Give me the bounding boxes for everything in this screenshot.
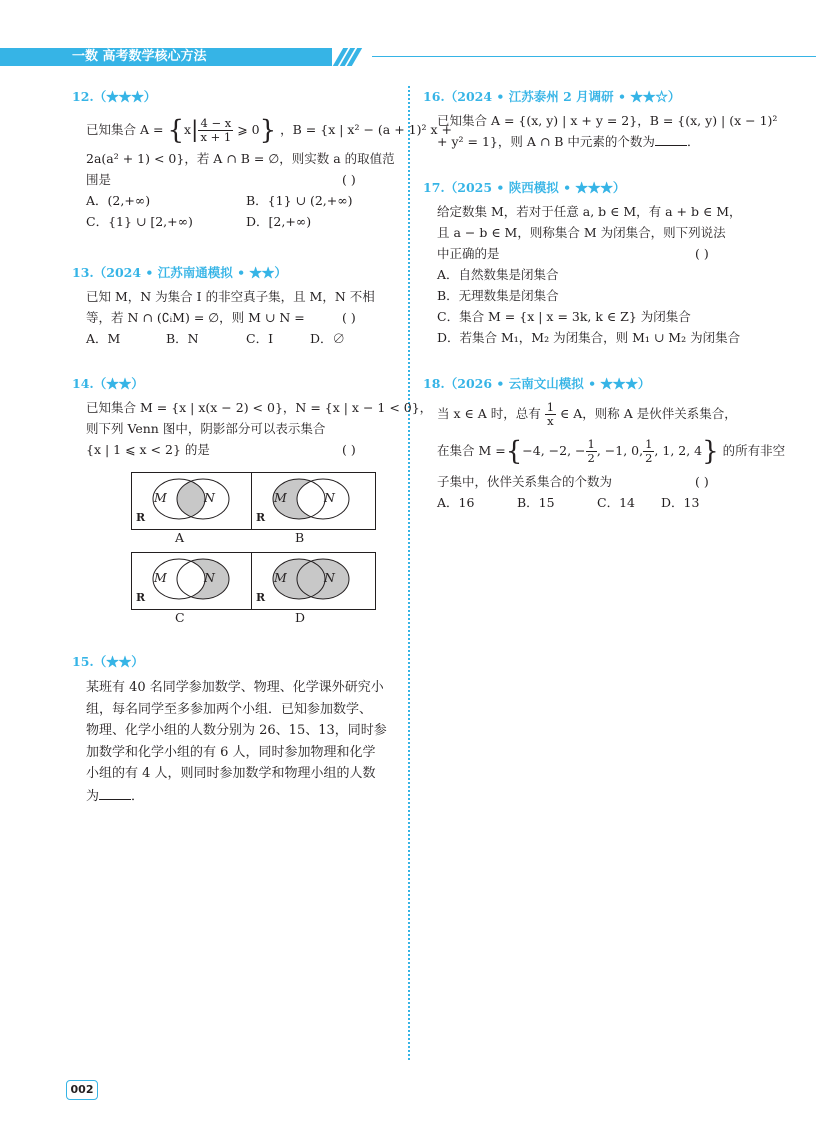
q16-text: 已知集合 A = {(x, y) | x + y = 2}，B = {(x, y) | (x − 1)² [437, 113, 778, 128]
option-d: D．13 [661, 495, 700, 510]
q14-text: 已知集合 M = {x | x(x − 2) < 0}，N = {x | x − 1 < 0}， [86, 400, 433, 415]
set-m-label: M [274, 490, 287, 505]
answer-paren: ( ) [342, 172, 356, 187]
set-n-label: N [324, 490, 335, 505]
question-18: 18.（2026 • 云南文山模拟 • ★★★） 当 x ∈ A 时，总有 $\frac{1}{x}$ ∈ A，则称 A 是伙伴关系集合， 在集合 M ={−4, −2, − $\frac{1}{2}$ , −1, 0, $\frac{1}{2}$ , 1, 2, 4} 的所有非空 子集中，伙伴关系集合的个数为 ( ) A．16 B．15 C．14 D．13 [423, 373, 768, 513]
set-m-label: M [154, 570, 167, 585]
option-d: D．若集合 M₁，M₂ 为闭集合，则 M₁ ∪ M₂ 为闭集合 [437, 330, 741, 345]
q18-fraction: $\frac{1}{x}$ [546, 400, 555, 428]
option-c: C．I [246, 331, 274, 346]
answer-blank [655, 131, 687, 146]
venn-diagram-d [251, 552, 376, 610]
q18-text: , 1, 2, 4 [654, 443, 703, 458]
q18-fraction: $\frac{1}{2}$ [587, 437, 595, 465]
q18-text: 在集合 M = [437, 443, 506, 458]
q12-text: 2a(a² + 1) < 0}，若 A ∩ B = ∅，则实数 a 的取值范 [86, 151, 395, 166]
q18-text: −4, −2, − [522, 443, 586, 458]
question-15 [72, 651, 402, 807]
question-13 [72, 262, 392, 349]
option-a: A．M [86, 331, 121, 346]
venn-diagram-c [131, 552, 256, 610]
q18-text: ∈ A，则称 A 是伙伴关系集合， [560, 406, 737, 421]
set-n-label: N [204, 490, 215, 505]
answer-paren: ( ) [695, 246, 709, 261]
universal-set-label: R [136, 511, 146, 524]
venn-diagram-a [131, 472, 256, 530]
q12-text: x [183, 122, 192, 137]
q13-text: 已知 M，N 为集合 I 的非空真子集，且 M，N 不相 [86, 289, 375, 304]
option-a: A．(2,+∞) [86, 193, 151, 208]
universal-set-label: R [256, 511, 266, 524]
question-number: 13.（2024 • 江苏南通模拟 • ★★） [72, 265, 287, 280]
set-n-label: N [324, 570, 335, 585]
set-n-label: N [204, 570, 215, 585]
q12-text: ⩾ 0 [237, 122, 260, 137]
option-b: B．{1} ∪ (2,+∞) [246, 193, 353, 208]
option-c: C．{1} ∪ [2,+∞) [86, 214, 193, 229]
venn-option-label: A [175, 530, 185, 545]
header-title: 一数 高考数学核心方法 [72, 49, 207, 64]
question-number: 15.（★★） [72, 654, 144, 669]
q12-text: 已知集合 A = [86, 122, 164, 137]
question-number: 16.（2024 • 江苏泰州 2 月调研 • ★★☆） [423, 89, 681, 104]
q15-text: 某班有 40 名同学参加数学、物理、化学课外研究小 [86, 680, 384, 695]
answer-paren: ( ) [695, 474, 709, 489]
answer-paren: ( ) [342, 442, 356, 457]
option-b: B．15 [517, 495, 555, 510]
q12-fraction: $\frac{4 - x}{x + 1}$ [200, 116, 232, 144]
universal-set-label: R [256, 591, 266, 604]
header-line [372, 56, 816, 57]
q12-text: 围是 [86, 172, 112, 187]
q15-text: 为 [86, 788, 100, 804]
question-12: 12.（★★★） 已知集合 A = {x| $\frac{4 - x}{x + 1}$ ⩾ 0} ，B = {x | x² − (a + 1)² x + 2a(a² + 1) < 0}，若 A ∩ B = ∅，则实数 a 的取值范 围是 ( ) A．(2,+∞) B．{1} ∪ (2,+∞) C．{1} ∪ [2,+∞) D．[2,+∞) [72, 86, 392, 232]
option-c: C．集合 M = {x | x = 3k, k ∈ Z} 为闭集合 [437, 309, 691, 324]
q18-text: 子集中，伙伴关系集合的个数为 [437, 474, 613, 489]
universal-set-label: R [136, 591, 146, 604]
page-header [0, 44, 816, 70]
page-number: 002 [66, 1080, 98, 1100]
question-number: 12.（★★★） [72, 89, 157, 104]
q17-text: 中正确的是 [437, 246, 500, 261]
venn-option-label: B [295, 530, 305, 545]
q15-text: 小组的有 4 人，则同时参加数学和物理小组的人数 [86, 766, 376, 781]
set-m-label: M [154, 490, 167, 505]
q12-text: ，B = {x | x² − (a + 1)² x + [280, 122, 452, 137]
q15-text: 加数学和化学小组的有 6 人，同时参加物理和化学 [86, 744, 376, 760]
answer-blank [99, 785, 131, 800]
option-d: D．∅ [310, 331, 346, 346]
set-m-label: M [274, 570, 287, 585]
option-c: C．14 [597, 495, 635, 510]
question-14 [72, 373, 433, 460]
option-b: B．N [166, 331, 199, 346]
venn-option-label: D [295, 610, 306, 625]
answer-paren: ( ) [342, 310, 356, 325]
q18-text: , −1, 0, [596, 443, 644, 458]
question-16 [423, 86, 778, 152]
question-17 [423, 177, 763, 348]
q16-text: + y² = 1}，则 A ∩ B 中元素的个数为 [437, 134, 655, 149]
q18-text: 当 x ∈ A 时，总有 [437, 406, 541, 421]
venn-option-label: C [175, 610, 185, 625]
question-number: 17.（2025 • 陕西模拟 • ★★★） [423, 180, 626, 195]
option-d: D．[2,+∞) [246, 214, 312, 229]
q15-text: 物理、化学小组的人数分别为 26、15、13，同时参 [86, 723, 387, 738]
q17-text: 给定数集 M，若对于任意 a, b ∈ M，有 a + b ∈ M， [437, 204, 742, 219]
q15-text: ． [131, 788, 145, 804]
q18-text: 的所有非空 [722, 443, 786, 458]
q17-text: 且 a − b ∈ M，则称集合 M 为闭集合，则下列说法 [437, 225, 726, 240]
question-number: 18.（2026 • 云南文山模拟 • ★★★） [423, 376, 651, 391]
q16-text: ． [686, 134, 700, 149]
q13-text: 等，若 N ∩ (∁ᵢM) = ∅，则 M ∪ N = [86, 310, 305, 325]
q14-text: 则下列 Venn 图中，阴影部分可以表示集合 [86, 421, 326, 436]
option-b: B．无理数集是闭集合 [437, 288, 559, 303]
column-divider [408, 86, 410, 1060]
option-a: A．自然数集是闭集合 [437, 267, 559, 282]
q15-text: 组，每名同学至多参加两个小组．已知参加数学、 [86, 701, 373, 717]
venn-diagram-b [251, 472, 376, 530]
question-number: 14.（★★） [72, 376, 144, 391]
q18-fraction: $\frac{1}{2}$ [645, 437, 653, 465]
option-a: A．16 [437, 495, 475, 510]
q14-text: {x | 1 ⩽ x < 2} 的是 [86, 442, 210, 457]
